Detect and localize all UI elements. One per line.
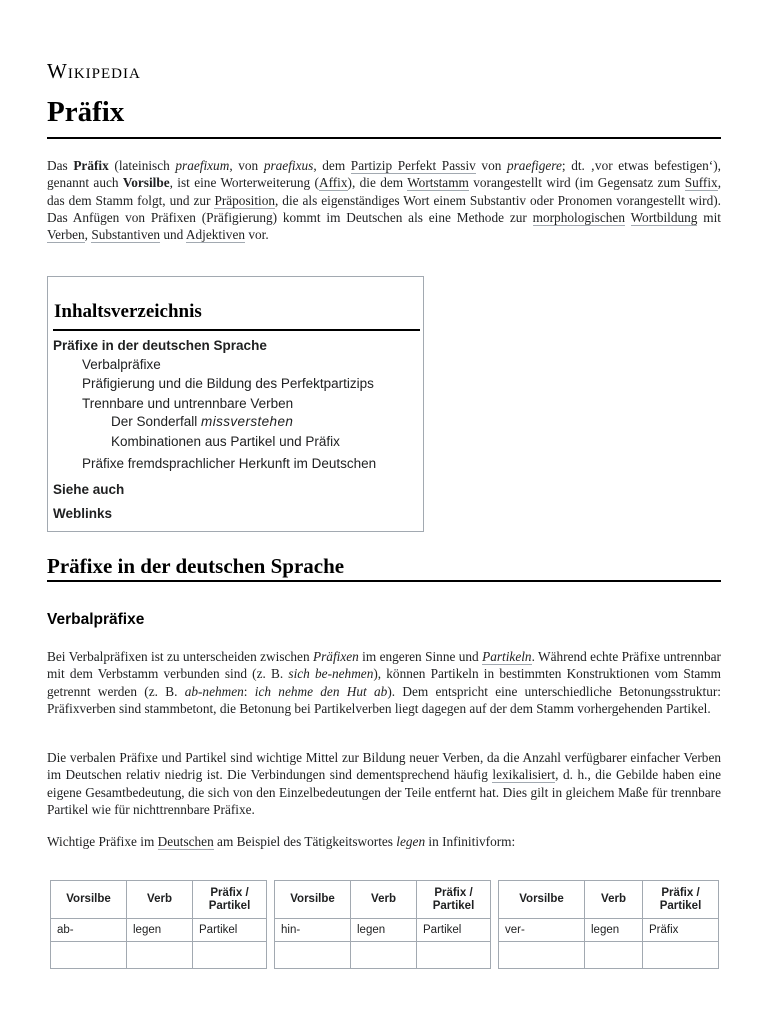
toc-item-sonderfall[interactable]: Der Sonderfall missverstehen: [111, 414, 294, 429]
table-row: [51, 919, 267, 942]
toc-item-weblinks[interactable]: Weblinks: [53, 506, 113, 521]
link-praeposition[interactable]: Präposition: [214, 192, 276, 208]
toc-item-praefigierung[interactable]: Präfigierung und die Bildung des Perfektpartizips: [82, 376, 374, 391]
table-header: Verb: [351, 881, 417, 919]
table-header: Präfix / Partikel: [193, 881, 267, 919]
paragraph-bildung: Die verbalen Präfixe und Partikel sind wichtige Mittel zur Bildung neuer Verben, da die Anzahl verfügbarer einfacher Verben im Deutschen relativ niedrig ist. Die Verbindungen sind dementsprechend häufig lexikalisiert, d. h., die Gebilde haben eine eigene Gesamtbedeutung, die sich von den Einzelbedeutungen der Teile entfernt hat. Dies gilt in gleichem Maße für trennbare Partikel wie für nichttrennbare Präfixe.: [47, 750, 721, 817]
table-row: [499, 919, 719, 942]
link-affix[interactable]: Affix: [318, 175, 348, 191]
table-header: Vorsilbe: [275, 881, 351, 919]
prefix-table: [498, 880, 719, 969]
link-suffix[interactable]: Suffix: [684, 175, 718, 191]
table-cell: legen: [127, 919, 193, 942]
table-row: [275, 942, 491, 969]
prefix-table: [274, 880, 491, 969]
link-substantiven[interactable]: Substantiven: [91, 227, 161, 243]
intro-paragraph: Das Präfix (lateinisch praefixum, von praefixus, dem Partizip Perfekt Passiv von praefigere; dt. ‚vor etwas befestigen‘), genannt auch Vorsilbe, ist eine Worterweiterung (Affix), die dem Wortstamm vorangestellt wird (im Gegensatz zum Suffix, das dem Stamm folgt, und zur Präposition, die als eigenständiges Wort einem Substantiv oder Pronomen vorangestellt wird). Das Anfügen von Präfixen (Präfigierung) kommt im Deutschen als eine Methode zur morphologischen Wortbildung mit Verben, Substantiven und Adjektiven vor.: [47, 158, 722, 243]
bold-term: Präfix: [73, 158, 109, 173]
toc-item-fremdsprachlich[interactable]: Präfixe fremdsprachlicher Herkunft im Deutschen: [82, 456, 377, 471]
section-heading: Präfixe in der deutschen Sprache: [47, 554, 345, 578]
toc-item-kombinationen[interactable]: Kombinationen aus Partikel und Präfix: [111, 434, 340, 449]
title-divider: [47, 137, 721, 139]
table-of-contents: [47, 276, 424, 532]
page-title: Präfix: [47, 96, 125, 128]
link-lexikalisiert[interactable]: lexikalisiert: [492, 767, 556, 783]
bold-term: Vorsilbe: [122, 175, 170, 191]
table-cell: Präfix: [643, 919, 719, 942]
toc-divider: [53, 329, 420, 331]
table-row: [51, 942, 267, 969]
link-deutschen[interactable]: Deutschen: [157, 834, 214, 849]
table-cell: legen: [351, 919, 417, 942]
section-divider: [47, 580, 721, 582]
table-header: Verb: [127, 881, 193, 919]
table-cell: Partikel: [417, 919, 491, 942]
link-adjektiven[interactable]: Adjektiven: [185, 227, 245, 243]
table-cell: hin-: [275, 919, 351, 942]
link-partizip-perfekt-passiv[interactable]: Partizip Perfekt Passiv: [350, 158, 476, 173]
wikipedia-logo[interactable]: Wikipedia: [47, 59, 141, 83]
table-header: Präfix / Partikel: [643, 881, 719, 919]
subsection-heading: Verbalpräfixe: [47, 611, 145, 628]
toc-item-trennbare-verben[interactable]: Trennbare und untrennbare Verben: [82, 396, 294, 411]
paragraph-beispiel: Wichtige Präfixe im Deutschen am Beispiel des Tätigkeitswortes legen in Infinitivform:: [47, 834, 516, 849]
link-wortstamm[interactable]: Wortstamm: [407, 175, 469, 191]
table-header: Vorsilbe: [499, 881, 585, 919]
table-cell: Partikel: [193, 919, 267, 942]
table-cell: ab-: [51, 919, 127, 942]
link-wortbildung[interactable]: Wortbildung: [630, 209, 698, 225]
table-header: Vorsilbe: [51, 881, 127, 919]
table-cell: ver-: [499, 919, 585, 942]
toc-item-siehe-auch[interactable]: Siehe auch: [53, 482, 125, 497]
link-partikeln[interactable]: Partikeln: [482, 649, 532, 664]
table-header: Präfix / Partikel: [417, 881, 491, 919]
table-header: Verb: [585, 881, 643, 919]
toc-item-praefixe-deutsche-sprache[interactable]: Präfixe in der deutschen Sprache: [53, 338, 267, 353]
table-row: [499, 942, 719, 969]
toc-title: Inhaltsverzeichnis: [54, 301, 202, 322]
link-morphologischen[interactable]: morphologischen: [532, 209, 625, 225]
paragraph-verbalpraefixe: Bei Verbalpräfixen ist zu unterscheiden zwischen Präfixen im engeren Sinne und Partikeln. Während echte Präfixe untrennbar mit dem Verbstamm verbunden sind (z. B. sich be-nehmen), können Partikeln in bestimmten Konstruktionen vom Stamm getrennt werden (z. B. ab-nehmen: ich nehme den Hut ab). Dem entspricht eine unterschiedliche Betonungsstruktur: Präfixverben sind stammbetont, die Betonung bei Partikelverben liegt dagegen auf der dem Stamm vorhergehenden Partikel.: [47, 649, 722, 716]
table-cell: legen: [585, 919, 643, 942]
prefix-table: [50, 880, 267, 969]
table-row: [275, 919, 491, 942]
toc-item-verbalpraefixe[interactable]: Verbalpräfixe: [82, 357, 161, 372]
link-verben[interactable]: Verben: [47, 227, 85, 243]
